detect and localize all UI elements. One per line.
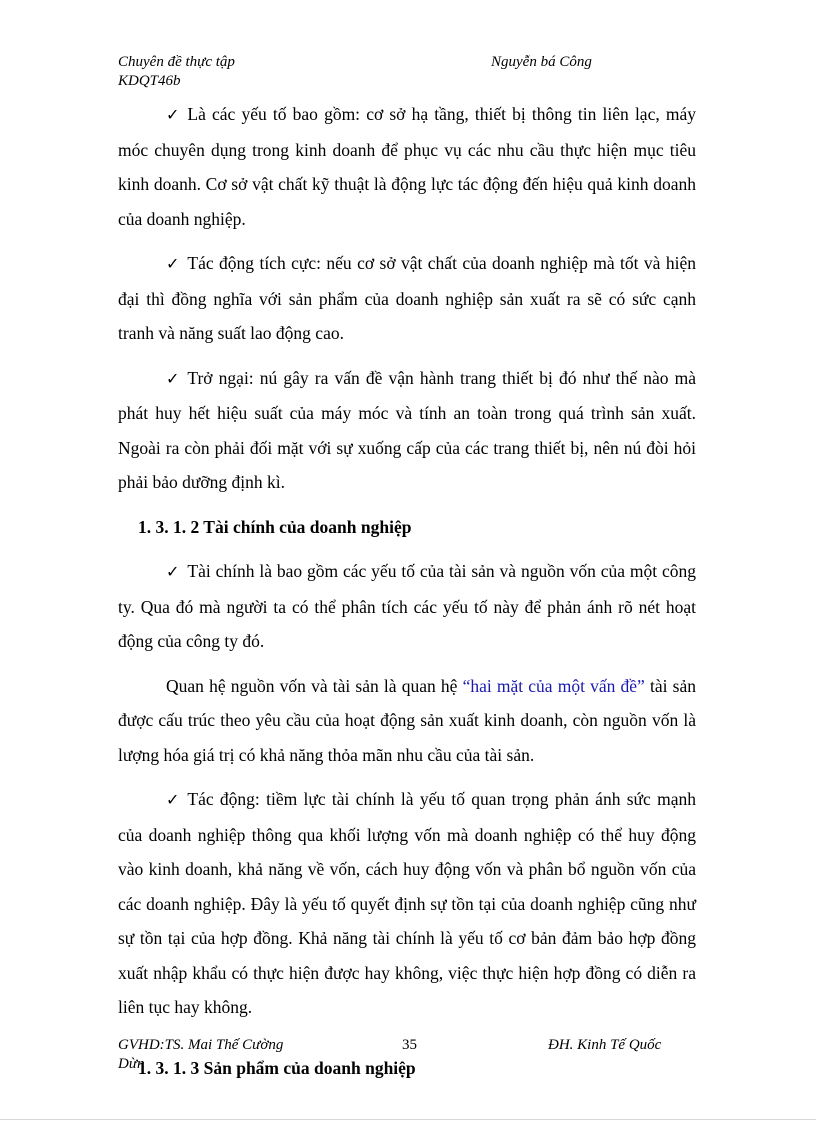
paragraph [118, 97, 696, 236]
check-mark-icon: ✓ [166, 105, 180, 124]
footer-supervisor-cont: Dừn [118, 1056, 145, 1072]
paragraph-text: Quan hệ nguồn vốn và tài sản là quan hệ [166, 675, 463, 696]
header-class-code: KDQT46b [118, 73, 181, 89]
document-body [118, 97, 696, 1095]
footer-left [118, 1036, 283, 1074]
footer-supervisor: GVHD:TS. Mai Thế Cường [118, 1037, 284, 1053]
paragraph [118, 246, 696, 351]
check-mark-icon: ✓ [166, 368, 180, 388]
paragraph [118, 361, 696, 500]
paragraph-text: Tác động: tiềm lực tài chính là yếu tố quan trọng phản ánh sức mạnh của doanh nghiệp thông qua khối lượng vốn mà doanh nghiệp có thể huy động vào kinh doanh, khả năng về vốn, cách huy động vốn và phân bổ nguồn vốn của các doanh nghiệp. Đây là yếu tố quyết định sự tồn tại của doanh nghiệp cũng như sự tồn tại của hợp đồng. Khả năng tài chính là yếu tố cơ bản đảm bảo hợp đồng xuất nhập khẩu có thực hiện được hay không, việc thực hiện hợp đồng có diễn ra liên tục hay không. [118, 789, 696, 1017]
page-number: 35 [402, 1037, 417, 1053]
header-left [118, 53, 235, 91]
paragraph-text: tài sản được cấu trúc theo yêu cầu của hoạt động sản xuất kinh doanh, còn nguồn vốn là lượng hóa giá trị có khả năng thỏa mãn nhu cầu của tài sản. [118, 675, 696, 765]
paragraph-text: Tài chính là bao gồm các yếu tố của tài sản và nguồn vốn của một công ty. Qua đó mà người ta có thể phân tích các yếu tố này để phản ánh rõ nét hoạt động của công ty đó. [118, 561, 696, 651]
paragraph [118, 782, 696, 1025]
paragraph-text: Trở ngại: nú gây ra vấn đề vận hành trang thiết bị đó như thế nào mà phát huy hết hiệu suất của máy móc và tính an toàn trong quá trình sản xuất. Ngoài ra còn phải đối mặt với sự xuống cấp của các trang thiết bị, nên nú đòi hỏi phải bảo dưỡng định kì. [118, 367, 696, 492]
header-report-title: Chuyên đề thực tập [118, 54, 235, 70]
page-divider [0, 1119, 816, 1120]
paragraph-text: Tác động tích cực: nếu cơ sở vật chất của doanh nghiệp mà tốt và hiện đại thì đồng nghĩa với sản phẩm của doanh nghiệp sản xuất ra sẽ có sức cạnh tranh và năng suất lao động cao. [118, 253, 696, 343]
check-mark-icon: ✓ [166, 562, 180, 581]
quoted-phrase-link[interactable]: “hai mặt của một vấn đề” [462, 675, 645, 696]
header-author: Nguyễn bá Công [491, 54, 592, 70]
paragraph-text: Là các yếu tố bao gồm: cơ sở hạ tầng, thiết bị thông tin liên lạc, máy móc chuyên dụng trong kinh doanh để phục vụ các nhu cầu thực hiện mục tiêu kinh doanh. Cơ sở vật chất kỹ thuật là động lực tác động đến hiệu quả kinh doanh của doanh nghiệp. [118, 104, 696, 229]
section-heading: 1. 3. 1. 2 Tài chính của doanh nghiệp [138, 516, 412, 537]
footer-university: ĐH. Kinh Tế Quốc [548, 1037, 662, 1053]
check-mark-icon: ✓ [166, 790, 180, 809]
paragraph [118, 669, 696, 773]
paragraph [118, 554, 696, 659]
section-heading: 1. 3. 1. 3 Sản phẩm của doanh nghiệp [138, 1057, 416, 1078]
check-mark-icon: ✓ [166, 254, 180, 273]
